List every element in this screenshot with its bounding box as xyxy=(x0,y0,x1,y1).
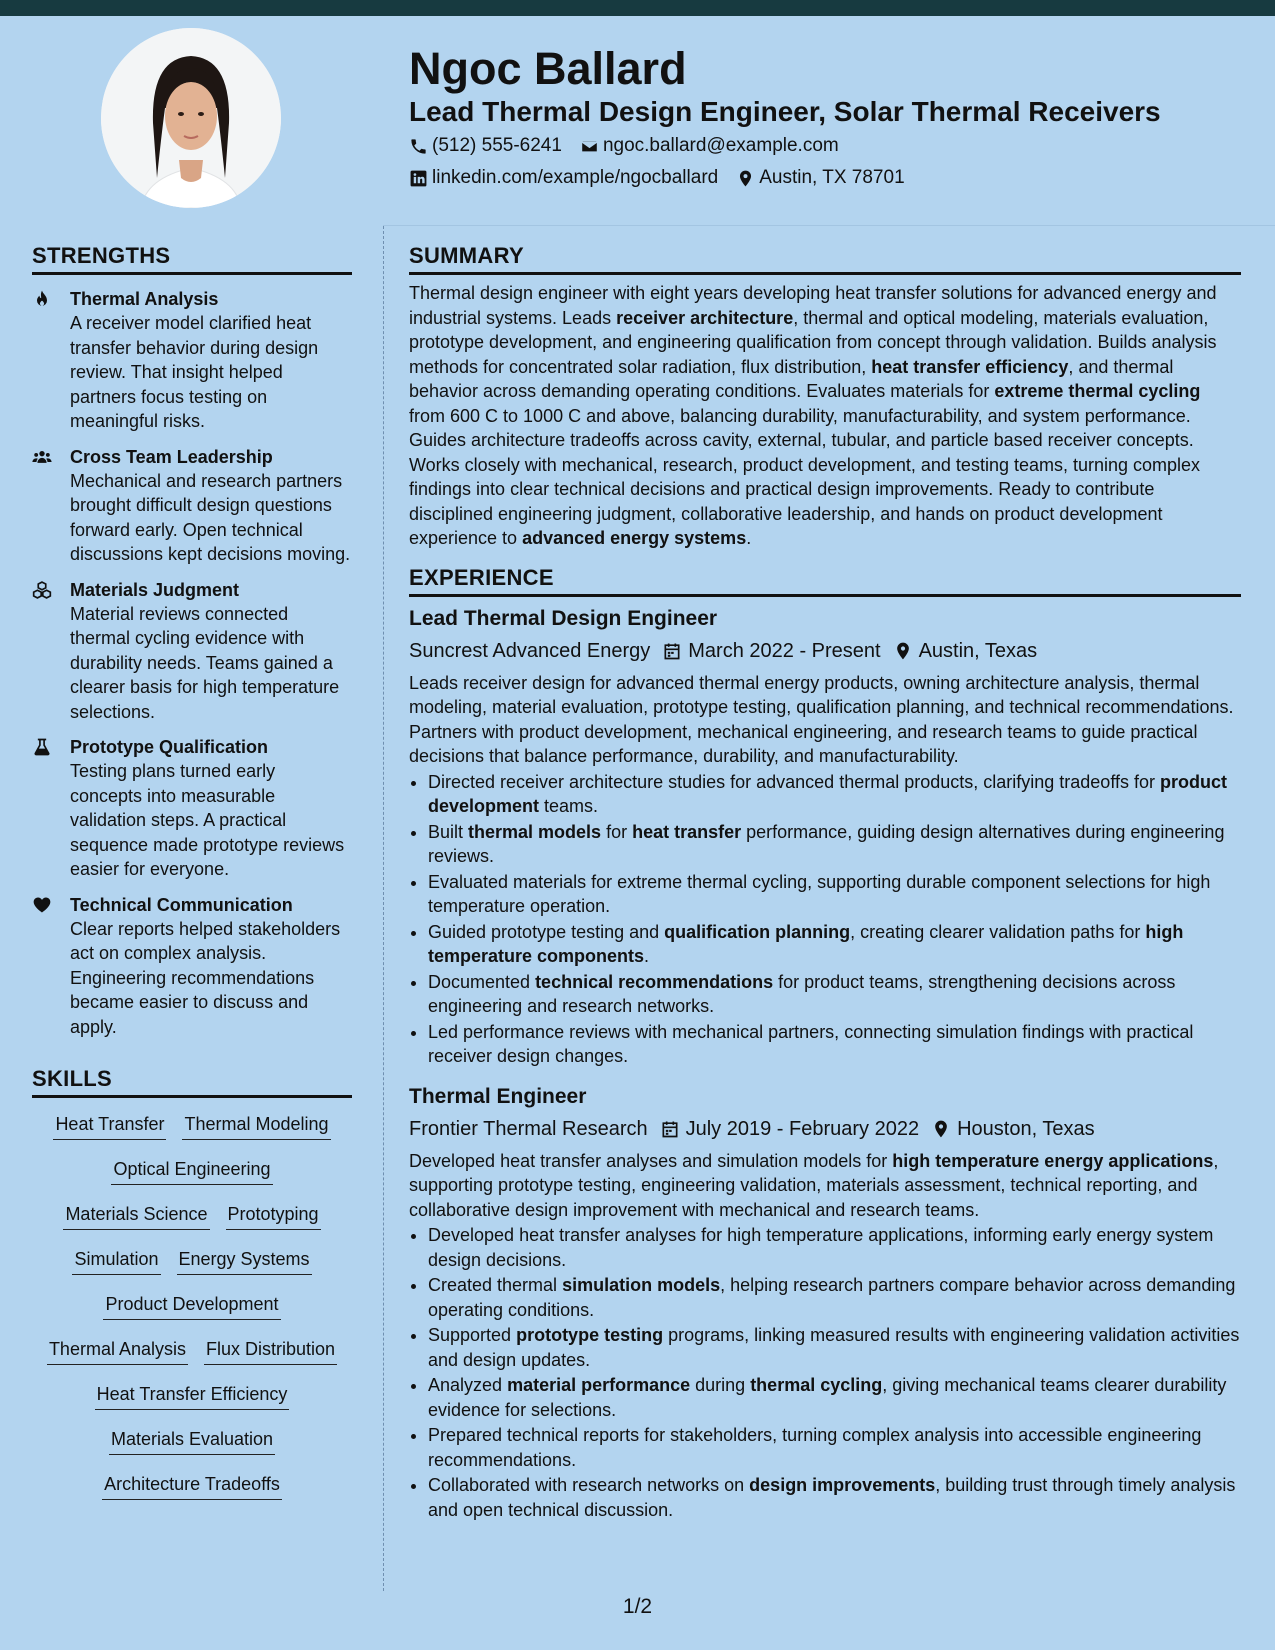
company-name: Frontier Thermal Research xyxy=(409,1117,648,1140)
job-bullet: • Prepared technical reports for stakeholders, turning complex analysis into accessible engineering recommendations. xyxy=(428,1423,1241,1472)
map-pin-icon xyxy=(893,641,913,661)
strength-item xyxy=(32,893,352,1040)
heart-icon xyxy=(32,895,52,915)
strength-item xyxy=(32,735,352,882)
map-pin-icon xyxy=(931,1119,951,1139)
skill-tag: Product Development xyxy=(103,1292,280,1320)
location-text: Austin, TX 78701 xyxy=(759,167,905,188)
job-entry xyxy=(409,605,1241,1069)
skill-row xyxy=(32,1382,352,1427)
skill-tag: Optical Engineering xyxy=(111,1157,272,1185)
skill-row xyxy=(32,1202,352,1247)
contact-location xyxy=(736,166,904,190)
job-meta xyxy=(409,637,1241,665)
job-bullet: • Evaluated materials for extreme thermal cycling, supporting durable component selections for high temperature operation. xyxy=(428,870,1241,919)
job-dates: July 2019 - February 2022 xyxy=(685,1117,920,1140)
skill-row xyxy=(32,1247,352,1292)
skill-tag: Energy Systems xyxy=(177,1247,312,1275)
top-accent-bar xyxy=(0,0,1275,16)
contact-row-primary xyxy=(409,134,857,158)
linkedin-icon xyxy=(409,169,428,188)
job-bullet: • Directed receiver architecture studies for advanced thermal products, clarifying tradeoffs for product development teams. xyxy=(428,770,1241,819)
job-bullet: • Collaborated with research networks on design improvements, building trust through timely analysis and open technical discussion. xyxy=(428,1473,1241,1522)
job-bullets xyxy=(409,1223,1241,1522)
job-dates: March 2022 - Present xyxy=(688,639,881,662)
strength-description: Mechanical and research partners brought difficult design questions forward early. Open technical discussions kept decisions moving. xyxy=(70,470,351,564)
job-bullets xyxy=(409,770,1241,1069)
job-description: Developed heat transfer analyses and simulation models for high temperature energy applications, supporting prototype testing, engineering validation, materials assessment, technical reporting, and collaborative design improvement with mechanical and research teams. xyxy=(409,1150,1219,1220)
contact-email[interactable] xyxy=(580,134,839,158)
map-pin-icon xyxy=(736,169,755,188)
phone-icon xyxy=(409,137,428,156)
users-icon xyxy=(32,447,52,467)
contact-phone xyxy=(409,134,562,158)
experience-heading: EXPERIENCE xyxy=(409,564,1241,597)
skill-tag: Prototyping xyxy=(226,1202,321,1230)
skills-list xyxy=(32,1112,352,1517)
envelope-icon xyxy=(580,137,599,156)
skill-tag: Thermal Analysis xyxy=(47,1337,188,1365)
skill-tag: Thermal Modeling xyxy=(182,1112,330,1140)
strengths-heading: STRENGTHS xyxy=(32,242,352,275)
skill-tag: Architecture Tradeoffs xyxy=(102,1472,282,1500)
linkedin-url[interactable]: linkedin.com/example/ngocballard xyxy=(432,167,719,188)
job-bullet: • Developed heat transfer analyses for high temperature applications, informing early energy system design decisions. xyxy=(428,1223,1241,1272)
job-bullet: • Analyzed material performance during thermal cycling, giving mechanical teams clearer durability evidence for selections. xyxy=(428,1373,1241,1422)
skill-tag: Materials Evaluation xyxy=(109,1427,275,1455)
strength-item xyxy=(32,445,352,567)
strength-description: A receiver model clarified heat transfer behavior during design review. That insight helped partners focus testing on meaningful risks. xyxy=(70,313,319,431)
skill-row xyxy=(32,1427,352,1472)
job-title: Lead Thermal Design Engineer xyxy=(409,606,718,630)
left-column xyxy=(32,242,352,1517)
skill-row xyxy=(32,1337,352,1382)
strength-title: Materials Judgment xyxy=(70,579,240,600)
contact-row-secondary xyxy=(409,166,923,190)
company-name: Suncrest Advanced Energy xyxy=(409,639,651,662)
skill-row xyxy=(32,1112,352,1157)
email-address[interactable]: ngoc.ballard@example.com xyxy=(602,135,839,156)
skill-tag: Materials Science xyxy=(63,1202,209,1230)
candidate-headline: Lead Thermal Design Engineer, Solar Thermal Receivers xyxy=(409,96,1161,127)
calendar-icon xyxy=(660,1119,680,1139)
strength-description: Material reviews connected thermal cycling evidence with durability needs. Teams gained a clearer basis for high temperature selections. xyxy=(70,603,340,722)
strength-title: Cross Team Leadership xyxy=(70,446,273,467)
skill-tag: Flux Distribution xyxy=(204,1337,337,1365)
job-bullet: • Guided prototype testing and qualification planning, creating clearer validation paths for high temperature components. xyxy=(428,920,1241,969)
job-entry xyxy=(409,1083,1241,1523)
skill-tag: Simulation xyxy=(72,1247,160,1275)
calendar-icon xyxy=(662,641,682,661)
skill-tag: Heat Transfer xyxy=(53,1112,166,1140)
right-column xyxy=(409,242,1241,1523)
strength-item xyxy=(32,287,352,434)
profile-photo xyxy=(101,28,281,208)
summary-heading: SUMMARY xyxy=(409,242,1241,275)
job-bullet: • Supported prototype testing programs, linking measured results with engineering validation activities and design updates. xyxy=(428,1323,1241,1372)
strength-description: Clear reports helped stakeholders act on complex analysis. Engineering recommendations became easier to discuss and apply. xyxy=(70,918,341,1037)
strength-description: Testing plans turned early concepts into measurable validation steps. A practical sequence made prototype reviews easier for everyone. xyxy=(70,761,345,879)
strength-title: Prototype Qualification xyxy=(70,737,269,757)
flask-icon xyxy=(32,737,52,757)
header-divider xyxy=(383,225,1275,226)
job-bullet: • Built thermal models for heat transfer performance, guiding design alternatives during engineering reviews. xyxy=(428,820,1241,869)
job-title: Thermal Engineer xyxy=(409,1084,587,1108)
job-description: Leads receiver design for advanced thermal energy products, owning architecture analysis, thermal modeling, material evaluation, prototype testing, qualification planning, and technical recommendations. Partners with product development, mechanical engineering, and research teams to guide practical decisions that balance performance, durability, and manufacturability. xyxy=(409,672,1234,766)
summary-text: Thermal design engineer with eight years developing heat transfer solutions for advanced energy and industrial systems. Leads receiver architecture, thermal and optical modeling, materials evaluation, prototype development, and engineering qualification from concept through validation. Builds analysis methods for concentrated solar radiation, flux distribution, heat transfer efficiency, and thermal behavior across demanding operating conditions. Evaluates materials for extreme thermal cycling from 600 C to 1000 C and above, balancing durability, manufacturability, and system performance. Guides architecture tradeoffs across cavity, external, tubular, and particle based receiver concepts. Works closely with mechanical, research, product development, and testing teams, turning complex findings into clear technical decisions and practical design improvements. Ready to contribute disciplined engineering judgment, collaborative leadership, and hands on product development experience to advanced energy systems. xyxy=(409,283,1217,548)
job-bullet: • Created thermal simulation models, helping research partners compare behavior across demanding operating conditions. xyxy=(428,1273,1241,1322)
skills-heading: SKILLS xyxy=(32,1065,352,1098)
strength-title: Technical Communication xyxy=(70,894,293,915)
contact-linkedin[interactable] xyxy=(409,166,718,190)
skill-row xyxy=(32,1157,352,1202)
skill-row xyxy=(32,1472,352,1517)
strength-item xyxy=(32,578,352,725)
flame-icon xyxy=(32,289,52,309)
job-bullet: • Led performance reviews with mechanical partners, connecting simulation findings with practical receiver design changes. xyxy=(428,1020,1241,1069)
strength-title: Thermal Analysis xyxy=(70,289,219,309)
job-location: Houston, Texas xyxy=(957,1117,1095,1140)
page-number: 1/2 xyxy=(622,1595,653,1618)
skill-row xyxy=(32,1292,352,1337)
cubes-icon xyxy=(32,580,52,600)
phone-number: (512) 555-6241 xyxy=(432,135,562,156)
job-bullet: • Documented technical recommendations for product teams, strengthening decisions across engineering and research networks. xyxy=(428,970,1241,1019)
candidate-name: Ngoc Ballard xyxy=(409,43,687,94)
job-meta xyxy=(409,1115,1241,1143)
skill-tag: Heat Transfer Efficiency xyxy=(95,1382,290,1410)
job-location: Austin, Texas xyxy=(918,639,1038,662)
column-divider xyxy=(383,226,384,1591)
